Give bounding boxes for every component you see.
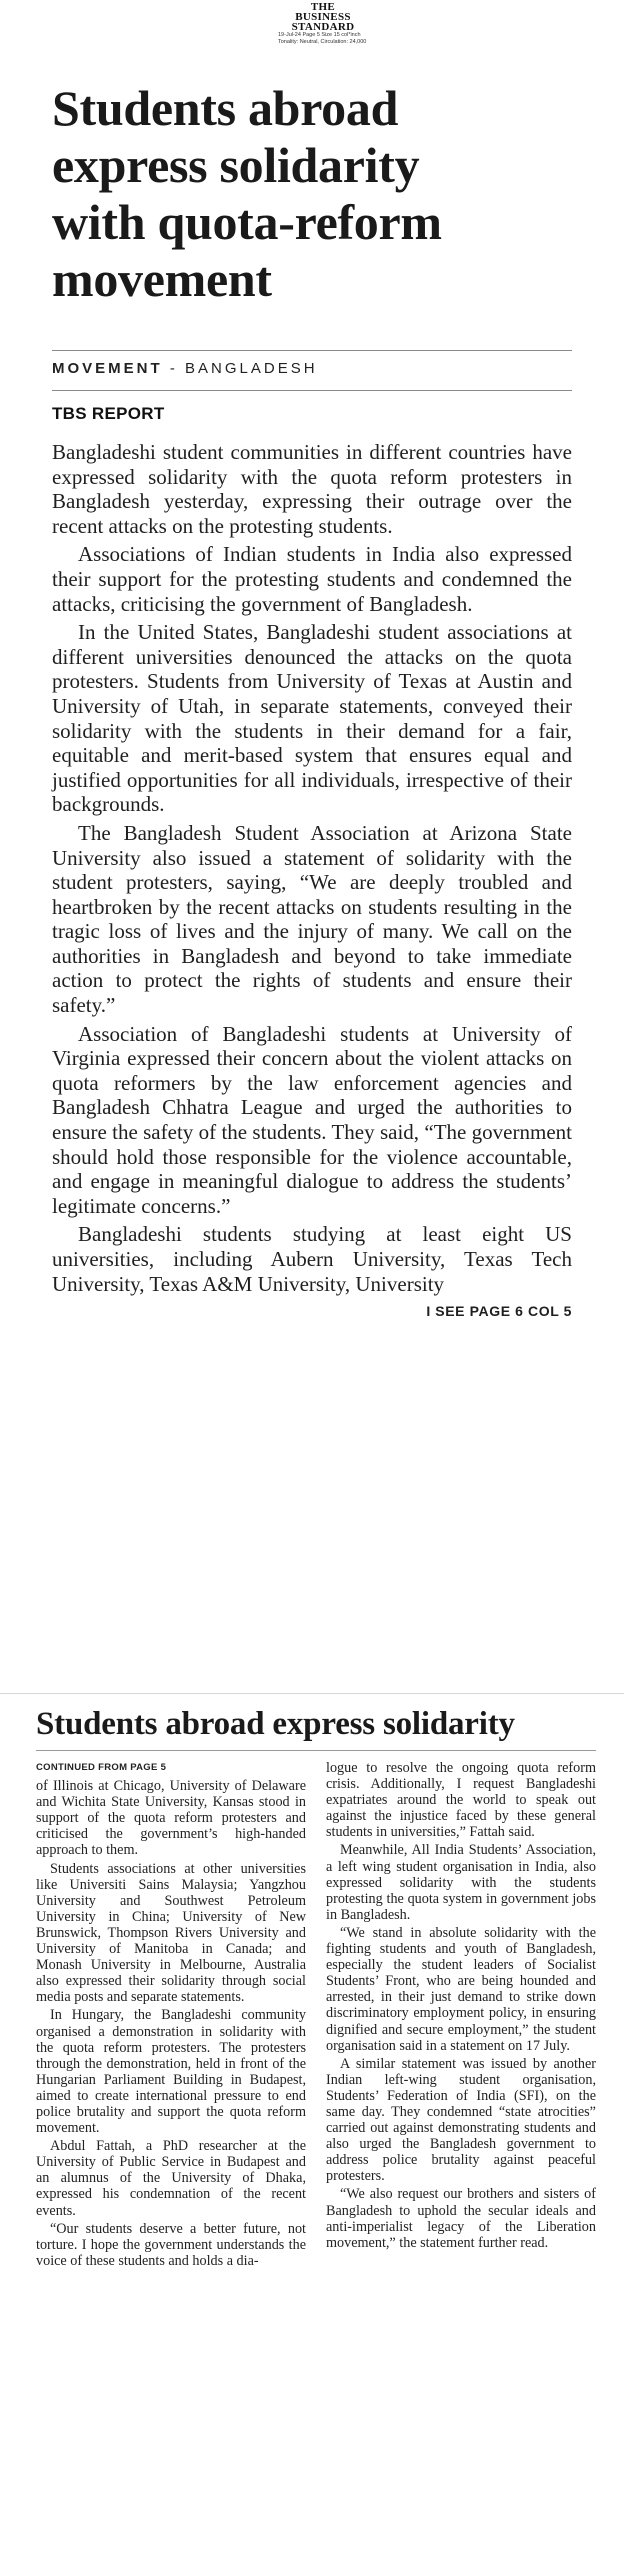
masthead-meta-line2: Tonality: Neutral, Circulation: 24,000 <box>278 39 367 45</box>
continued-from-label: CONTINUED FROM PAGE 5 <box>36 1762 167 1773</box>
continuation-column-left <box>36 1760 306 2271</box>
masthead-name-line2: BUSINESS <box>295 11 351 23</box>
section-label: MOVEMENT <box>52 360 163 377</box>
headline-line-1: Students abroad <box>52 80 399 136</box>
divider-rule <box>52 350 572 351</box>
article-body <box>52 440 572 1324</box>
section-kicker <box>52 360 572 377</box>
body-paragraph: Bangladeshi student communities in different countries have expressed solidarity with the quota reform protesters in Bangladesh yesterday, expressing their outrage over the recent attacks on the protesting students. <box>52 440 572 538</box>
body-paragraph: The Bangladesh Student Association at Arizona State University also issued a statement of solidarity with the student protesters, saying, “We are deeply troubled and heartbroken by the recent attacks on students resulting in the tragic loss of lives and the injury of many. We call on the authorities in Bangladesh and beyond to take immediate action to protect the rights of students and ensure their safety.” <box>52 820 572 1018</box>
article-headline-block <box>52 80 572 308</box>
body-paragraph: In the United States, Bangladeshi student associations at different universities denounced the attacks on the quota protesters. Students from University of Texas at Austin and University of Utah, in separate statements, conveyed their solidarity with the students in their demand for a fair, equitable and merit-based system that ensures equal and justified opportunities for all individuals, irrespective of their backgrounds. <box>52 620 572 817</box>
body-paragraph-last <box>52 1222 572 1320</box>
column-paragraph: “We stand in absolute solidarity with the fighting students and youth of Bangladesh, especially the student leaders of Socialist Students’ Front, who are being hounded and arrested, in their just demand to strike down discriminatory employment policy, in ensuring dignified and secure employment,” the student organisation said in a statement on 17 July. <box>326 1924 596 2054</box>
column-paragraph: of Illinois at Chicago, University of Delaware and Wichita State University, Kansas stood in support of the quota reform protesters and criticised the government’s high-handed approach to them. <box>36 1778 306 1859</box>
byline: TBS REPORT <box>52 404 165 423</box>
column-paragraph: logue to resolve the ongoing quota reform crisis. Additionally, I request Bangladeshi expatriates around the world to speak out against the injustice faced by these general students in universities,” Fattah said. <box>326 1760 596 1841</box>
masthead-meta-line1: 19-Jul-24 Page 5 Size 15 col*inch <box>278 32 361 38</box>
masthead-name-line3: STANDARD <box>291 21 355 33</box>
column-paragraph: “Our students deserve a better future, not torture. I hope the government understands the voice of these students and holds a dia- <box>36 2220 306 2269</box>
column-paragraph: Abdul Fattah, a PhD researcher at the University of Public Service in Budapest and an alumnus of the University of Dhaka, expressed his condemnation of the recent events. <box>36 2138 306 2219</box>
clipping-separator <box>0 1693 624 1694</box>
section-separator: - <box>162 360 186 377</box>
column-paragraph: A similar statement was issued by another Indian left-wing student organisation, Students’ Federation of India (SFI), on the same day. They condemned “state atrocities” carried out against demonstrating students and also urged the Bangladesh government to address police brutality against peaceful protesters. <box>326 2055 596 2185</box>
body-paragraph-text: Bangladeshi students studying at least eight US universities, including Aubern University, Texas Tech University, Texas A&M University, University <box>52 1222 572 1296</box>
continuation-columns <box>36 1760 596 2550</box>
continuation-headline: Students abroad express solidarity <box>36 1706 515 1742</box>
divider-rule <box>52 390 572 391</box>
column-paragraph: Students associations at other universities like Universiti Sains Malaysia; Yangzhou University and Southwest Petroleum University in China; University of New Brunswick, Thompson Rivers University and University of Manitoba in Canada; and Monash University in Melbourne, Australia also expressed their solidarity through social media posts and separate statements. <box>36 1860 306 2006</box>
body-paragraph: Associations of Indian students in India also expressed their support for the protesting students and condemned the attacks, criticising the government of Bangladesh. <box>52 542 572 616</box>
see-page-jump: I SEE PAGE 6 COL 5 <box>426 1303 572 1320</box>
masthead <box>248 2 398 46</box>
headline-line-4: movement <box>52 251 272 307</box>
masthead-name-line1: THE <box>310 1 336 13</box>
column-paragraph: In Hungary, the Bangladeshi community organised a demonstration in solidarity with the quota reform protesters. The protesters through the demonstration, held in front of the Hungarian Parliament Building in Budapest, aimed to create international pressure to end police brutality and support the quota reform movement. <box>36 2007 306 2137</box>
headline-line-2: express solidarity <box>52 137 420 193</box>
column-paragraph: “We also request our brothers and sisters of Bangladesh to uphold the secular ideals and anti-imperialist legacy of the Liberation movement,” the statement further read. <box>326 2186 596 2251</box>
continuation-rule <box>36 1750 596 1751</box>
subsection-label: BANGLADESH <box>185 360 318 377</box>
continuation-column-right <box>326 1760 596 2253</box>
body-paragraph: Association of Bangladeshi students at University of Virginia expressed their concern about the violent attacks on quota reformers by the law enforcement agencies and Bangladesh Chhatra League and urged the authorities to ensure the safety of the students. They said, “The government should hold those responsible for the violence accountable, and engage in meaningful dialogue to address the students’ legitimate concerns.” <box>52 1021 572 1218</box>
column-paragraph: Meanwhile, All India Students’ Association, a left wing student organisation in India, also expressed solidarity with the students protesting the quota system in government jobs in Bangladesh. <box>326 1842 596 1923</box>
headline-line-3: with quota-reform <box>52 194 442 250</box>
